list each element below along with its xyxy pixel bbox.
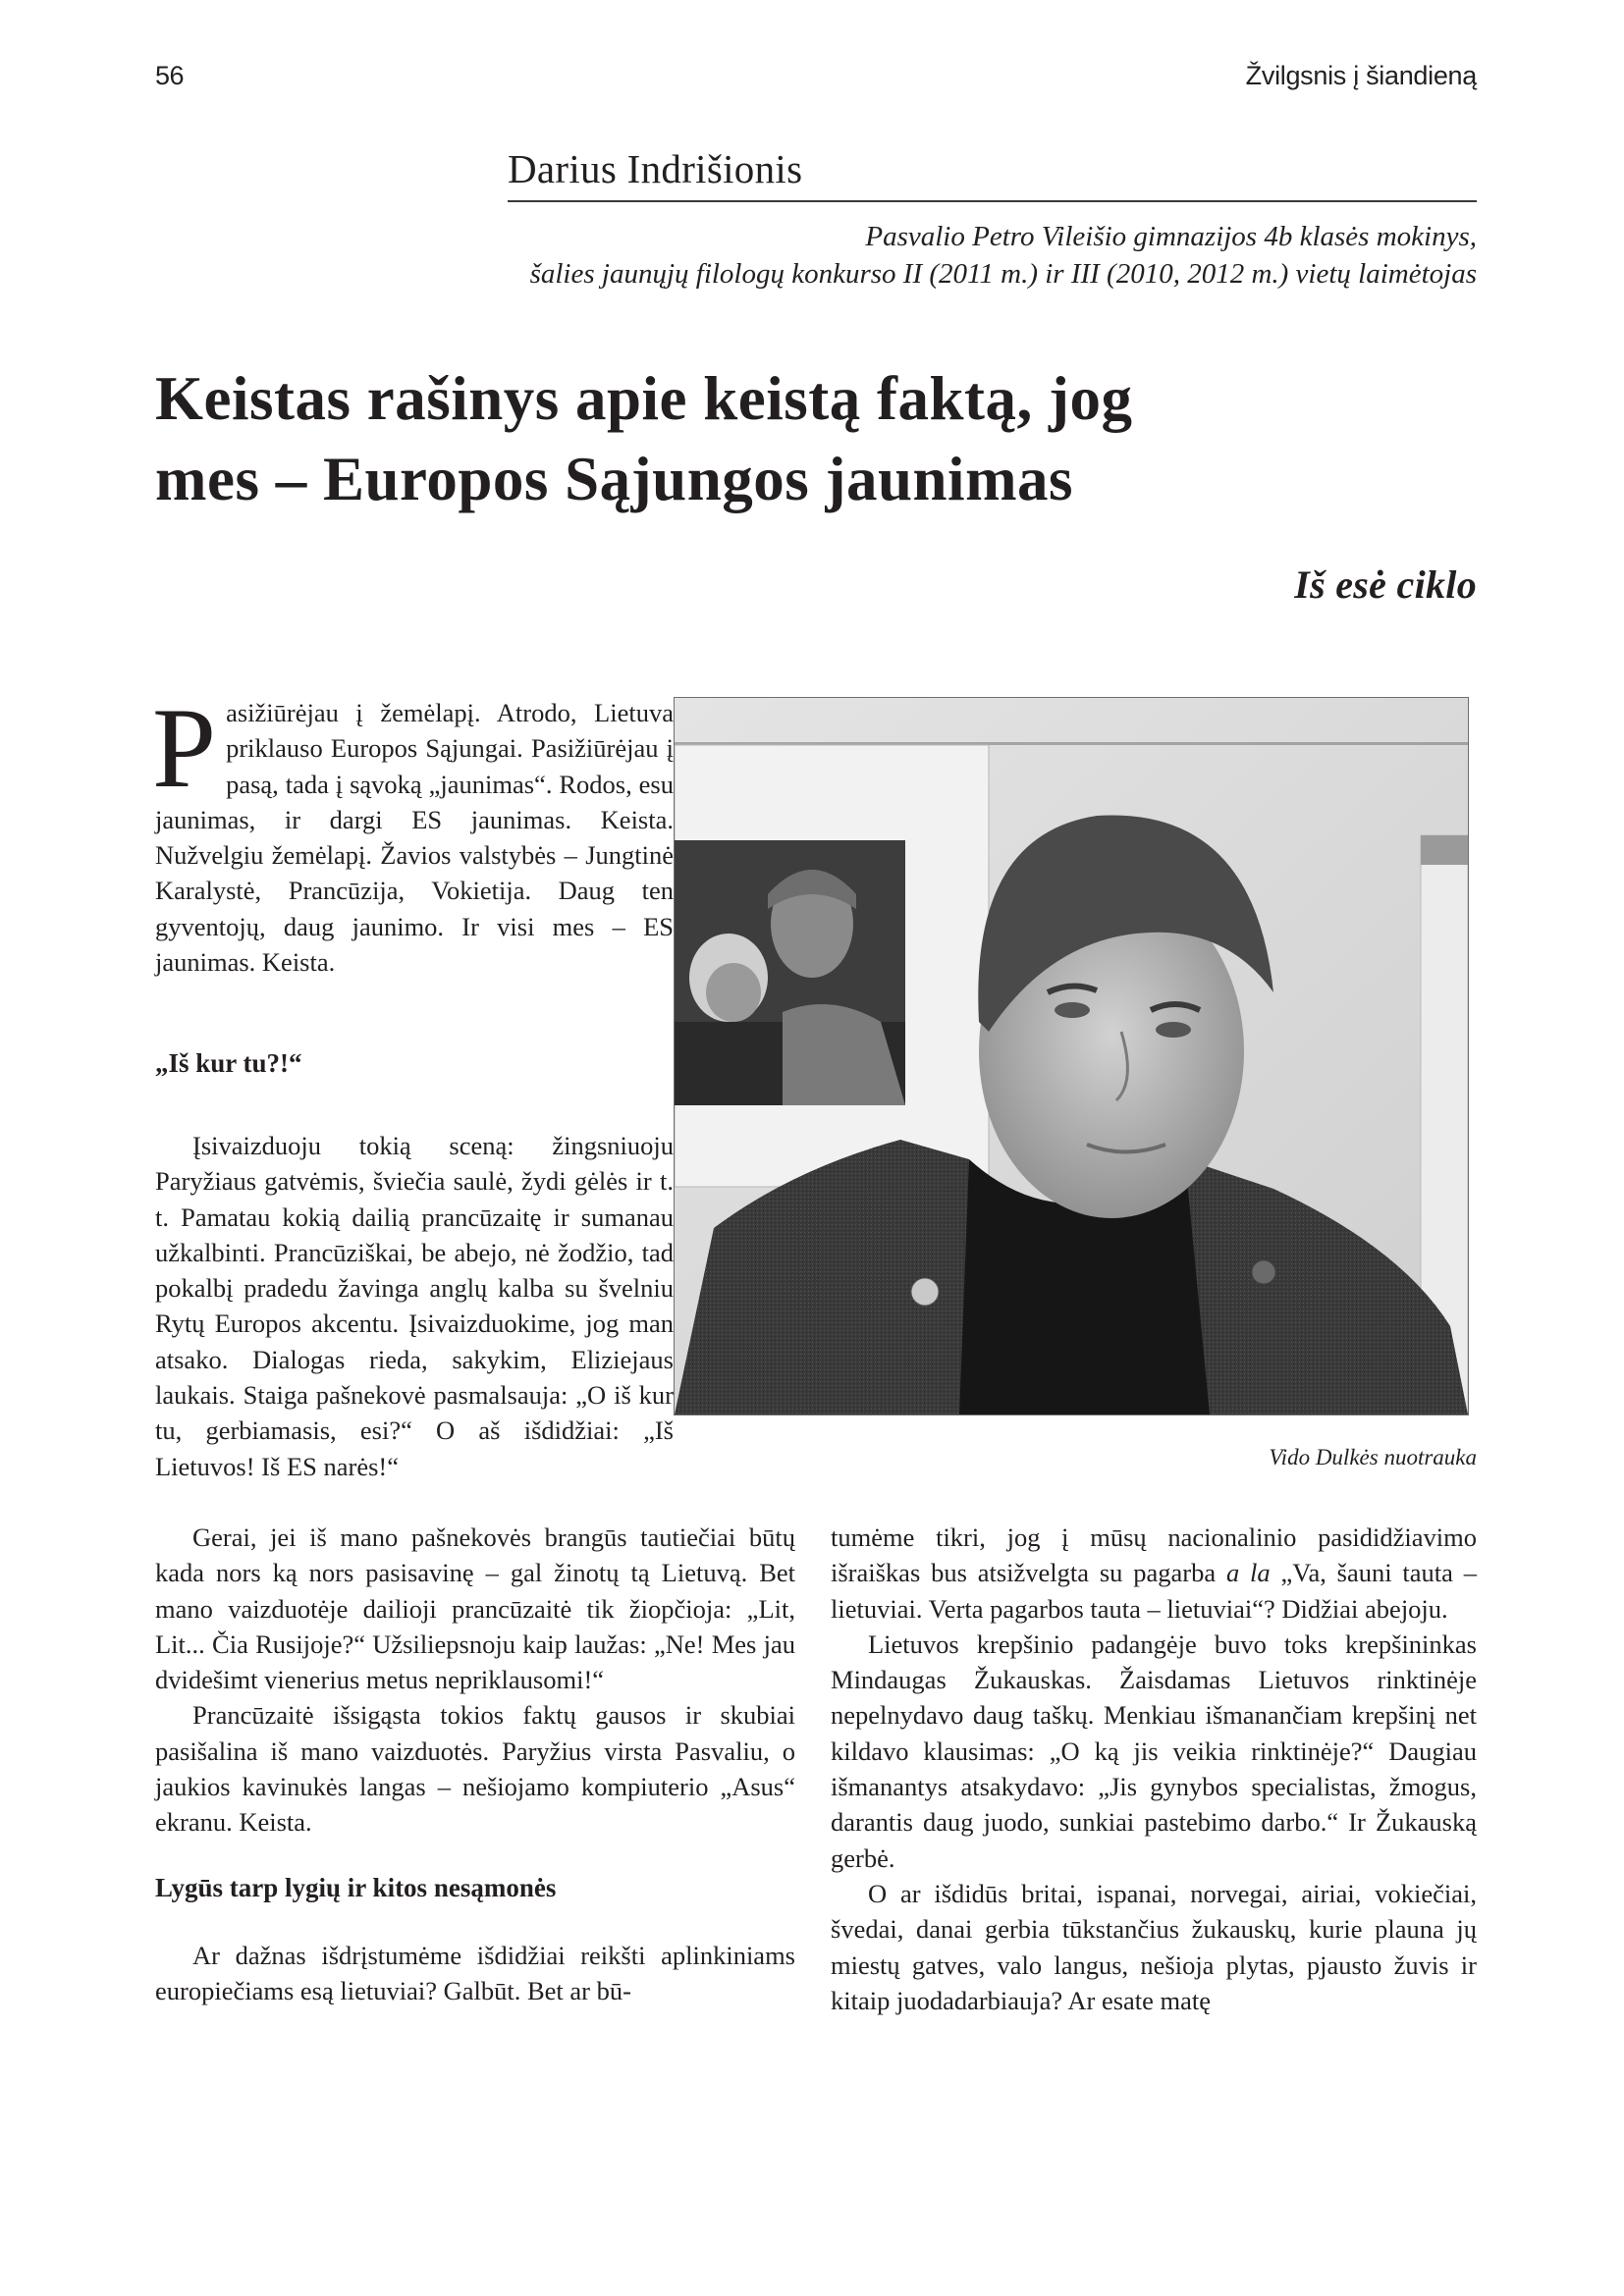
section-heading-2: Lygūs tarp lygių ir kitos nesąmonės: [155, 1872, 557, 1902]
intro-paragraph: [152, 685, 674, 980]
article-subtitle: Iš esė ciklo: [1294, 562, 1477, 607]
section-2-paragraph-1-continued: [831, 1520, 1477, 1627]
section-2-paragraph-2: Lietuvos krepšinio padangėje buvo toks krepšininkas Mindaugas Žukauskas. Žaisdamas Lietuvos rinktinėje nepelnydavo daug taškų. Menkiau išmanančiam krepšinį net kildavo klausimas: „O ką jis veikia rinktinėje?“ Daugiau išmanantys atsakydavo: „Jis gynybos specialistas, žmogus, darantis daug juodo, sunkiai pastebimo darbo.“ Ir Žukauską gerbė.: [831, 1629, 1477, 1873]
intro-text: asižiūrėjau į žemėlapį. Atrodo, Lietuva priklauso Europos Sąjungai. Pasižiūrėjau į pasą, tada į sąvoką „jaunimas“. Rodos, esu jaunimas, ir dargi ES jaunimas. Keista. Nužvelgiu žemėlapį. Žavios valstybės – Jungtinė Karalystė, Prancūzija, Vokietija. Daug ten gyventojų, daug jaunimo. Ir visi mes – ES jaunimas. Keista.: [155, 698, 674, 978]
title-line-1: Keistas rašinys apie keistą faktą, jog: [155, 364, 1133, 433]
section-1-paragraph-3: Prancūzaitė išsigąsta tokios faktų gausos ir skubiai pasišalina iš mano vaizduotės. Paryžius virsta Pasvaliu, o jaukios kavinukės langas – nešiojamo kompiuterio „Asus“ ekranu. Keista.: [155, 1700, 795, 1838]
section-2-paragraph-3: O ar išdidūs britai, ispanai, norvegai, airiai, vokiečiai, švedai, danai gerbia tūkstančius žukauskų, kurie plauna jų miestų gatves, valo langus, nešioja plytas, pjausto žuvis ir kitaip juodadarbiauja? Ar esate matę: [831, 1878, 1477, 2015]
intro-paragraph-block: [152, 685, 674, 980]
article-title: [155, 358, 1490, 519]
affiliation-line-2: šalies jaunųjų filologų konkurso II (2011 m.) ir III (2010, 2012 m.) vietų laimėtojas: [529, 258, 1477, 290]
author-name: Darius Indrišionis: [508, 146, 803, 191]
section-heading-1: „Iš kur tu?!“: [155, 1048, 302, 1078]
portrait-photo: [674, 697, 1469, 1415]
running-head: Žvilgsnis į šiandieną: [1245, 61, 1477, 90]
italic-phrase: a la: [1225, 1558, 1271, 1588]
author-affiliation: [200, 218, 1477, 293]
section-1-paragraph-2: Gerai, jei iš mano pašnekovės brangūs tautiečiai būtų kada nors ką nors pasisavinę – gal žinotų tą Lietuvą. Bet mano vaizduotėje dailioji prancūzaitė tik žiopčioja: „Lit, Lit... Čia Rusijoje?“ Užsiliepsnoju kaip laužas: „Ne! Mes jau dvidešimt vienerius metus nepriklausomi!“: [155, 1522, 795, 1695]
left-column-lower: [155, 1520, 795, 2009]
section-1-paragraph-1: Įsivaizduoju tokią sceną: žingsniuoju Paryžiaus gatvėmis, šviečia saulė, žydi gėlės ir t. t. Pamatau kokią dailią prancūzaitę ir sumanau užkalbinti. Prancūziškai, be abejo, nė žodžio, tad pokalbį pradedu žavinga anglų kalba su švelniu Rytų Europos akcentu. Įsivaizduokime, jog man atsako. Dialogas rieda, sakykim, Eliziejaus laukais. Staiga pašnekovė pasmalsauja: „O iš kur tu, gerbiamasis, esi?“ O aš išdidžiai: „Iš Lietuvos! Iš ES narės!“: [155, 1131, 674, 1481]
section-2-paragraph-1: Ar dažnas išdrįstumėme išdidžiai reikšti aplinkiniams europiečiams esą lietuviai? Galbūt. Bet ar bū-: [155, 1940, 795, 2006]
quote-continuation: „Va, šauni tauta – lietuviai. Verta pagarbos tauta – lietuviai“? Didžiai abejoju.: [831, 1558, 1477, 1624]
title-line-2: mes – Europos Sąjungos jaunimas: [155, 445, 1074, 513]
page-number: 56: [155, 61, 185, 90]
author-divider: [508, 200, 1477, 202]
section-1-column-upper: [155, 1128, 674, 1484]
continued-text: tumėme tikri, jog į mūsų nacionalinio pasididžiavimo išraiškas bus atsižvelgta su pagarba: [831, 1522, 1477, 1588]
portrait-photo-image: [675, 698, 1468, 1415]
drop-cap: P: [152, 685, 217, 812]
right-column-lower: [831, 1520, 1477, 2018]
lapel-pin-right: [1252, 1260, 1275, 1284]
photo-caption: Vido Dulkės nuotrauka: [1269, 1445, 1477, 1469]
affiliation-line-1: Pasvalio Petro Vileišio gimnazijos 4b klasės mokinys,: [865, 221, 1477, 252]
lapel-pin-left: [911, 1278, 939, 1306]
